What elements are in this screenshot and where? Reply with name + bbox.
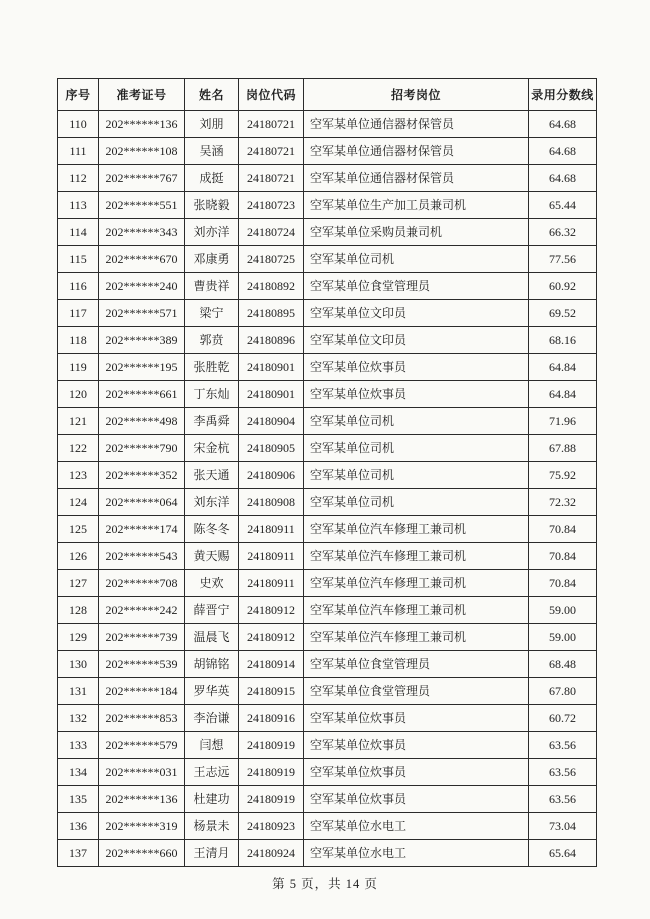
cell-score-line: 60.92 xyxy=(529,273,597,300)
cell-ticket-number: 202******670 xyxy=(99,246,185,273)
cell-position-title: 空军某单位炊事员 xyxy=(304,354,529,381)
cell-score-line: 77.56 xyxy=(529,246,597,273)
cell-ticket-number: 202******031 xyxy=(99,759,185,786)
cell-position-code: 24180906 xyxy=(239,462,304,489)
cell-position-title: 空军某单位食堂管理员 xyxy=(304,273,529,300)
cell-index: 115 xyxy=(58,246,99,273)
cell-ticket-number: 202******174 xyxy=(99,516,185,543)
cell-score-line: 63.56 xyxy=(529,786,597,813)
cell-position-code: 24180912 xyxy=(239,624,304,651)
cell-position-title: 空军某单位汽车修理工兼司机 xyxy=(304,543,529,570)
cell-position-title: 空军某单位通信器材保管员 xyxy=(304,111,529,138)
cell-position-title: 空军某单位炊事员 xyxy=(304,705,529,732)
cell-index: 112 xyxy=(58,165,99,192)
cell-position-title: 空军某单位司机 xyxy=(304,462,529,489)
cell-position-title: 空军某单位水电工 xyxy=(304,813,529,840)
cell-score-line: 64.68 xyxy=(529,165,597,192)
cell-name: 刘朋 xyxy=(185,111,239,138)
cell-position-code: 24180919 xyxy=(239,786,304,813)
cell-name: 罗华英 xyxy=(185,678,239,705)
cell-name: 邓康勇 xyxy=(185,246,239,273)
cell-position-title: 空军某单位文印员 xyxy=(304,300,529,327)
cell-score-line: 64.84 xyxy=(529,354,597,381)
cell-name: 杜建功 xyxy=(185,786,239,813)
cell-score-line: 73.04 xyxy=(529,813,597,840)
cell-position-code: 24180919 xyxy=(239,759,304,786)
cell-score-line: 59.00 xyxy=(529,597,597,624)
table-row xyxy=(58,651,597,678)
cell-position-code: 24180895 xyxy=(239,300,304,327)
cell-score-line: 66.32 xyxy=(529,219,597,246)
table-row xyxy=(58,759,597,786)
cell-position-code: 24180911 xyxy=(239,516,304,543)
cell-name: 刘东洋 xyxy=(185,489,239,516)
cell-index: 133 xyxy=(58,732,99,759)
cell-index: 120 xyxy=(58,381,99,408)
cell-ticket-number: 202******498 xyxy=(99,408,185,435)
table-row xyxy=(58,273,597,300)
cell-score-line: 65.44 xyxy=(529,192,597,219)
col-header-name: 姓名 xyxy=(185,79,239,111)
cell-index: 129 xyxy=(58,624,99,651)
cell-name: 吴涵 xyxy=(185,138,239,165)
cell-position-code: 24180924 xyxy=(239,840,304,867)
col-header-position-code: 岗位代码 xyxy=(239,79,304,111)
cell-index: 137 xyxy=(58,840,99,867)
cell-ticket-number: 202******136 xyxy=(99,111,185,138)
table-row xyxy=(58,516,597,543)
col-header-index: 序号 xyxy=(58,79,99,111)
table-row xyxy=(58,192,597,219)
table-row xyxy=(58,597,597,624)
cell-name: 黄天赐 xyxy=(185,543,239,570)
cell-name: 梁宁 xyxy=(185,300,239,327)
cell-position-code: 24180721 xyxy=(239,138,304,165)
cell-name: 王志远 xyxy=(185,759,239,786)
cell-position-code: 24180725 xyxy=(239,246,304,273)
table-row xyxy=(58,732,597,759)
cell-position-title: 空军某单位司机 xyxy=(304,435,529,462)
cell-name: 刘亦洋 xyxy=(185,219,239,246)
cell-position-title: 空军某单位食堂管理员 xyxy=(304,651,529,678)
cell-position-code: 24180723 xyxy=(239,192,304,219)
cell-score-line: 68.16 xyxy=(529,327,597,354)
table-body xyxy=(58,111,597,867)
cell-position-code: 24180896 xyxy=(239,327,304,354)
cell-name: 张胜乾 xyxy=(185,354,239,381)
cell-index: 110 xyxy=(58,111,99,138)
cell-index: 123 xyxy=(58,462,99,489)
cell-position-title: 空军某单位炊事员 xyxy=(304,786,529,813)
cell-ticket-number: 202******551 xyxy=(99,192,185,219)
cell-index: 113 xyxy=(58,192,99,219)
cell-index: 126 xyxy=(58,543,99,570)
table-row xyxy=(58,570,597,597)
cell-position-title: 空军某单位司机 xyxy=(304,246,529,273)
cell-ticket-number: 202******853 xyxy=(99,705,185,732)
cell-score-line: 64.68 xyxy=(529,138,597,165)
cell-index: 130 xyxy=(58,651,99,678)
cell-score-line: 63.56 xyxy=(529,732,597,759)
cell-name: 曹贵祥 xyxy=(185,273,239,300)
cell-score-line: 68.48 xyxy=(529,651,597,678)
cell-index: 135 xyxy=(58,786,99,813)
cell-name: 张天通 xyxy=(185,462,239,489)
cell-position-code: 24180915 xyxy=(239,678,304,705)
cell-position-code: 24180892 xyxy=(239,273,304,300)
cell-score-line: 65.64 xyxy=(529,840,597,867)
cell-position-title: 空军某单位炊事员 xyxy=(304,381,529,408)
cell-name: 史欢 xyxy=(185,570,239,597)
cell-index: 136 xyxy=(58,813,99,840)
cell-score-line: 70.84 xyxy=(529,570,597,597)
table-row xyxy=(58,813,597,840)
cell-index: 118 xyxy=(58,327,99,354)
cell-score-line: 70.84 xyxy=(529,516,597,543)
cell-name: 郭贲 xyxy=(185,327,239,354)
cell-ticket-number: 202******195 xyxy=(99,354,185,381)
cell-position-title: 空军某单位通信器材保管员 xyxy=(304,165,529,192)
cell-ticket-number: 202******242 xyxy=(99,597,185,624)
cell-position-title: 空军某单位食堂管理员 xyxy=(304,678,529,705)
cell-position-code: 24180916 xyxy=(239,705,304,732)
cell-position-title: 空军某单位采购员兼司机 xyxy=(304,219,529,246)
cell-position-code: 24180721 xyxy=(239,165,304,192)
cell-score-line: 59.00 xyxy=(529,624,597,651)
admission-score-table xyxy=(57,78,597,867)
table-row xyxy=(58,786,597,813)
cell-index: 134 xyxy=(58,759,99,786)
cell-position-code: 24180911 xyxy=(239,570,304,597)
table-row xyxy=(58,489,597,516)
cell-score-line: 63.56 xyxy=(529,759,597,786)
cell-position-code: 24180911 xyxy=(239,543,304,570)
cell-index: 122 xyxy=(58,435,99,462)
table-row xyxy=(58,327,597,354)
cell-position-code: 24180923 xyxy=(239,813,304,840)
cell-name: 闫想 xyxy=(185,732,239,759)
col-header-position-title: 招考岗位 xyxy=(304,79,529,111)
cell-name: 张晓毅 xyxy=(185,192,239,219)
cell-index: 128 xyxy=(58,597,99,624)
cell-position-title: 空军某单位汽车修理工兼司机 xyxy=(304,624,529,651)
cell-ticket-number: 202******767 xyxy=(99,165,185,192)
cell-score-line: 64.68 xyxy=(529,111,597,138)
cell-position-code: 24180908 xyxy=(239,489,304,516)
cell-ticket-number: 202******739 xyxy=(99,624,185,651)
cell-index: 132 xyxy=(58,705,99,732)
cell-position-code: 24180905 xyxy=(239,435,304,462)
cell-score-line: 64.84 xyxy=(529,381,597,408)
cell-position-title: 空军某单位炊事员 xyxy=(304,732,529,759)
table-row xyxy=(58,624,597,651)
table-row xyxy=(58,381,597,408)
cell-name: 丁东灿 xyxy=(185,381,239,408)
cell-ticket-number: 202******064 xyxy=(99,489,185,516)
cell-score-line: 60.72 xyxy=(529,705,597,732)
cell-position-title: 空军某单位司机 xyxy=(304,489,529,516)
cell-score-line: 75.92 xyxy=(529,462,597,489)
cell-index: 114 xyxy=(58,219,99,246)
cell-index: 124 xyxy=(58,489,99,516)
table-header-row xyxy=(58,79,597,111)
cell-position-code: 24180904 xyxy=(239,408,304,435)
cell-index: 111 xyxy=(58,138,99,165)
cell-name: 杨景未 xyxy=(185,813,239,840)
cell-ticket-number: 202******319 xyxy=(99,813,185,840)
table-row xyxy=(58,111,597,138)
cell-ticket-number: 202******136 xyxy=(99,786,185,813)
table-row xyxy=(58,408,597,435)
table-row xyxy=(58,705,597,732)
table-row xyxy=(58,435,597,462)
cell-score-line: 69.52 xyxy=(529,300,597,327)
cell-index: 119 xyxy=(58,354,99,381)
cell-position-code: 24180901 xyxy=(239,381,304,408)
cell-score-line: 70.84 xyxy=(529,543,597,570)
cell-name: 温晨飞 xyxy=(185,624,239,651)
cell-position-code: 24180721 xyxy=(239,111,304,138)
cell-position-title: 空军某单位汽车修理工兼司机 xyxy=(304,597,529,624)
cell-index: 127 xyxy=(58,570,99,597)
cell-position-title: 空军某单位汽车修理工兼司机 xyxy=(304,570,529,597)
cell-position-title: 空军某单位汽车修理工兼司机 xyxy=(304,516,529,543)
cell-score-line: 72.32 xyxy=(529,489,597,516)
cell-name: 宋金杭 xyxy=(185,435,239,462)
col-header-ticket-number: 准考证号 xyxy=(99,79,185,111)
cell-ticket-number: 202******790 xyxy=(99,435,185,462)
cell-index: 125 xyxy=(58,516,99,543)
cell-name: 李禹舜 xyxy=(185,408,239,435)
cell-ticket-number: 202******539 xyxy=(99,651,185,678)
table-row xyxy=(58,543,597,570)
cell-position-title: 空军某单位炊事员 xyxy=(304,759,529,786)
cell-name: 陈冬冬 xyxy=(185,516,239,543)
table-row xyxy=(58,165,597,192)
cell-ticket-number: 202******352 xyxy=(99,462,185,489)
cell-ticket-number: 202******108 xyxy=(99,138,185,165)
cell-score-line: 71.96 xyxy=(529,408,597,435)
cell-ticket-number: 202******708 xyxy=(99,570,185,597)
cell-name: 成挺 xyxy=(185,165,239,192)
cell-ticket-number: 202******184 xyxy=(99,678,185,705)
col-header-score-line: 录用分数线 xyxy=(529,79,597,111)
cell-score-line: 67.88 xyxy=(529,435,597,462)
cell-position-code: 24180914 xyxy=(239,651,304,678)
cell-position-title: 空军某单位司机 xyxy=(304,408,529,435)
cell-ticket-number: 202******661 xyxy=(99,381,185,408)
cell-ticket-number: 202******660 xyxy=(99,840,185,867)
cell-name: 胡锦铭 xyxy=(185,651,239,678)
cell-name: 薛晋宁 xyxy=(185,597,239,624)
cell-position-title: 空军某单位文印员 xyxy=(304,327,529,354)
cell-index: 131 xyxy=(58,678,99,705)
table-row xyxy=(58,138,597,165)
table-row xyxy=(58,246,597,273)
table-row xyxy=(58,462,597,489)
cell-ticket-number: 202******543 xyxy=(99,543,185,570)
table-row xyxy=(58,354,597,381)
cell-ticket-number: 202******389 xyxy=(99,327,185,354)
cell-position-code: 24180901 xyxy=(239,354,304,381)
cell-ticket-number: 202******240 xyxy=(99,273,185,300)
cell-index: 116 xyxy=(58,273,99,300)
cell-ticket-number: 202******579 xyxy=(99,732,185,759)
table-row xyxy=(58,678,597,705)
cell-position-code: 24180724 xyxy=(239,219,304,246)
cell-position-title: 空军某单位生产加工员兼司机 xyxy=(304,192,529,219)
cell-ticket-number: 202******343 xyxy=(99,219,185,246)
table-row xyxy=(58,840,597,867)
table-row xyxy=(58,300,597,327)
cell-position-title: 空军某单位通信器材保管员 xyxy=(304,138,529,165)
cell-name: 李治谦 xyxy=(185,705,239,732)
table-row xyxy=(58,219,597,246)
cell-index: 117 xyxy=(58,300,99,327)
cell-name: 王清月 xyxy=(185,840,239,867)
cell-ticket-number: 202******571 xyxy=(99,300,185,327)
cell-position-code: 24180919 xyxy=(239,732,304,759)
cell-score-line: 67.80 xyxy=(529,678,597,705)
page-number: 第 5 页，共 14 页 xyxy=(272,877,378,891)
cell-position-title: 空军某单位水电工 xyxy=(304,840,529,867)
cell-position-code: 24180912 xyxy=(239,597,304,624)
cell-index: 121 xyxy=(58,408,99,435)
